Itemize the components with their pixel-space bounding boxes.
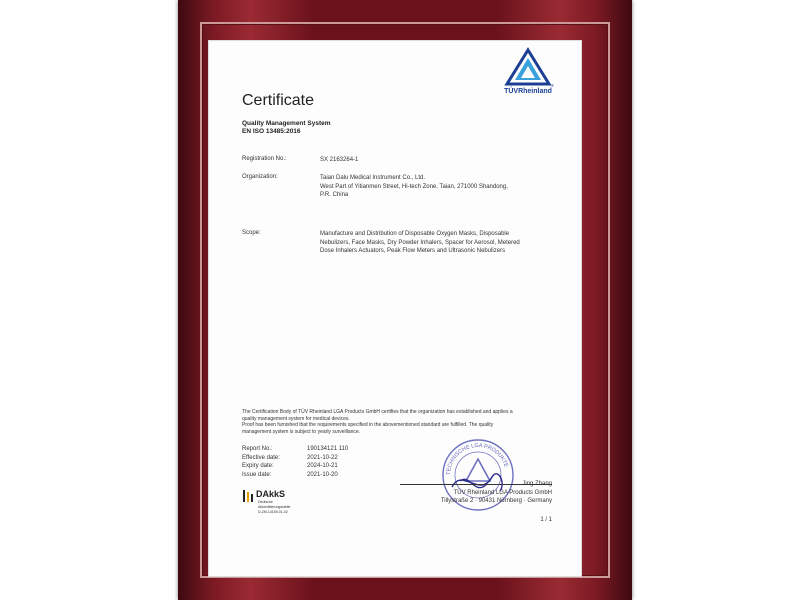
statement-line: The Certification Body of TÜV Rheinland LGA Products GmbH certifies that the organization has established and applies a xyxy=(242,409,513,415)
dakks-line: D-ZM-14169-01-02 xyxy=(258,510,288,514)
registration-value: SX 2163264-1 xyxy=(320,157,359,163)
registration-label: Registration No.: xyxy=(242,156,287,162)
stamp-ring-text: TECHNISCHE LGA PRODUKTE xyxy=(445,442,509,476)
signatory-name: Jing Zhang xyxy=(522,481,552,487)
issue-label: Issue date: xyxy=(242,471,272,478)
signatory-address: Tillystraße 2 · 90431 Nürnberg · Germany xyxy=(440,498,552,504)
statement-line: quality management system for medical devices. xyxy=(242,415,350,422)
report-values xyxy=(307,445,348,479)
organization-line: West Part of Yitianmen Street, Hi-tech Zone, Taian, 271000 Shandong, xyxy=(320,183,508,190)
organization-label: Organization: xyxy=(242,174,278,180)
report-labels xyxy=(242,445,280,479)
certificate-subtitle xyxy=(242,120,331,136)
dakks-line: Deutsche xyxy=(258,500,273,504)
scope-line: Manufacture and Distribution of Disposable Oxygen Masks, Disposable xyxy=(320,231,510,237)
system-name: Quality Management System xyxy=(242,120,331,127)
certification-statement xyxy=(242,409,562,435)
report-value: 190134121 110 xyxy=(307,446,349,452)
dakks-details xyxy=(258,500,290,515)
signatory-company: TÜV Rheinland LGA Products GmbH xyxy=(453,489,552,496)
dakks-line: Akkreditierungsstelle xyxy=(258,505,291,509)
scope-line: Dose Inhalers Actuators, Peak Flow Meters and Ultrasonic Nebulizers xyxy=(320,248,506,254)
statement-line: Proof has been furnished that the requirements specified in the abovementioned standard are fulfilled. The quality xyxy=(242,422,494,428)
statement-line: management system is subject to yearly surveillance. xyxy=(242,428,361,435)
scope-block xyxy=(320,230,520,256)
dakks-mark-icon xyxy=(242,489,254,503)
page-number: 1 / 1 xyxy=(540,517,552,523)
issue-value: 2021-10-20 xyxy=(307,471,338,478)
expiry-value: 2024-10-21 xyxy=(307,463,338,469)
scope-line: Nebulizers, Face Masks, Dry Powder Inhalers, Spacer for Aerosol, Metered xyxy=(320,239,520,246)
organization-line: Taian Dalu Medical Instrument Co., Ltd. xyxy=(320,175,426,181)
organization-block xyxy=(320,174,508,200)
page-title: Certificate xyxy=(242,92,315,109)
organization-line: P.R. China xyxy=(320,192,349,198)
logo-brand-text: TÜVRheinland xyxy=(504,88,552,95)
expiry-label: Expiry date: xyxy=(242,463,274,469)
standard-name: EN ISO 13485:2016 xyxy=(242,128,301,135)
registered-mark: ® xyxy=(551,83,554,88)
signatory-block xyxy=(400,480,552,506)
dakks-name: DAkkS xyxy=(256,489,286,499)
effective-value: 2021-10-22 xyxy=(307,454,338,461)
report-label: Report No.: xyxy=(242,446,273,452)
scope-label: Scope: xyxy=(242,230,261,236)
effective-label: Effective date: xyxy=(242,454,280,461)
